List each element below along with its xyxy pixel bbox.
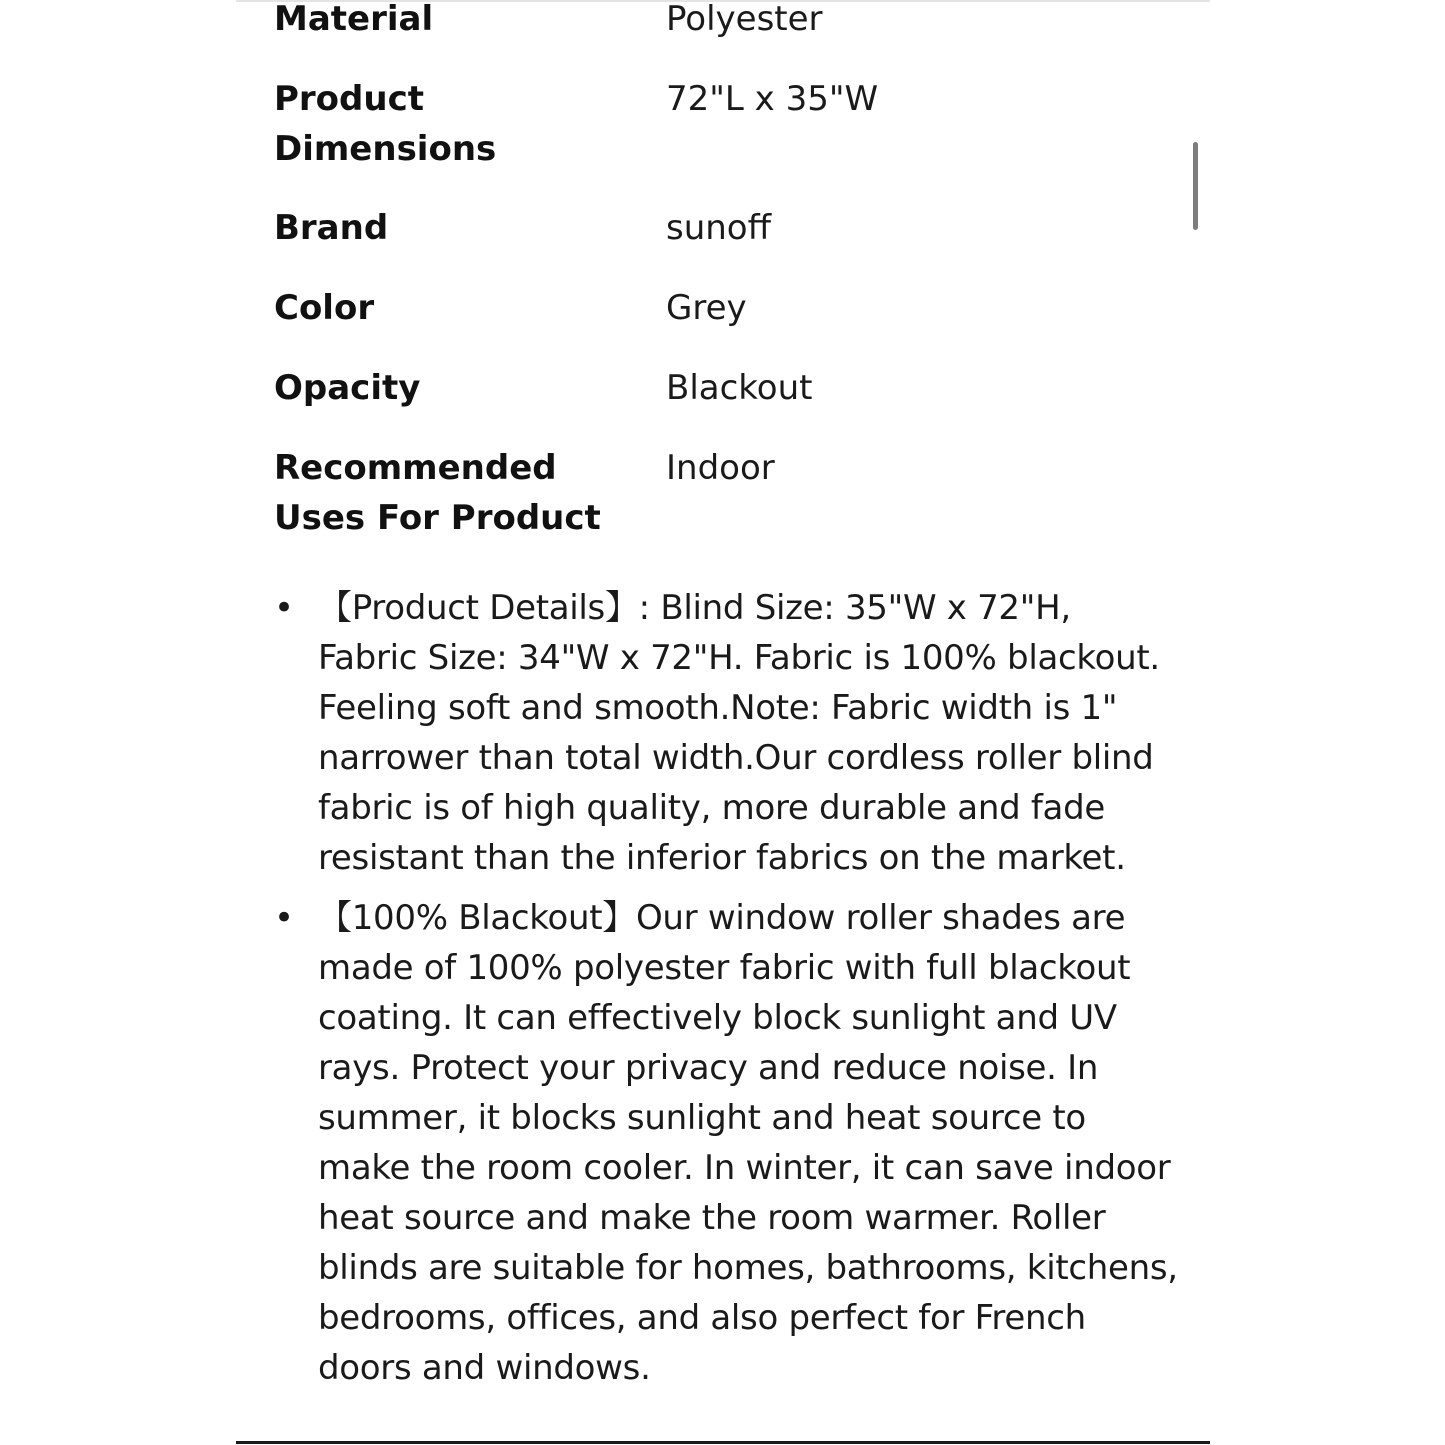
- spec-value: Indoor: [666, 448, 775, 488]
- spec-label: Opacity: [274, 368, 421, 408]
- spec-value: Polyester: [666, 0, 823, 39]
- spec-label: Material: [274, 0, 434, 39]
- bullet-text: 【100% Blackout】Our window roller shades are made of 100% polyester fabric with full blackout coating. It can effectively block sunlight and UV rays. Protect your privacy and reduce noise. In summer, it blocks sunlight and heat source to make the room cooler. In winter, it can save indoor heat source and make the room warmer. Roller blinds are suitable for homes, bathrooms, kitchens, bedrooms, offices, and also perfect for French doors and windows.: [318, 898, 1178, 1388]
- feature-bullet-list: [236, 583, 1210, 1403]
- feature-bullet-blackout: [236, 893, 1178, 1393]
- spec-label: Color: [274, 288, 375, 328]
- feature-bullet-product-details: [236, 583, 1178, 883]
- spec-value: sunoff: [666, 208, 772, 248]
- spec-value: 72"L x 35"W: [666, 79, 879, 119]
- product-details-panel: [236, 0, 1210, 1445]
- spec-value: Grey: [666, 288, 747, 328]
- bullet-icon: •: [274, 588, 294, 628]
- spec-value: Blackout: [666, 368, 813, 408]
- spec-label: Recommended Uses For Product: [274, 448, 601, 538]
- spec-label: Brand: [274, 208, 389, 248]
- spec-label: Product Dimensions: [274, 79, 497, 169]
- bullet-icon: •: [274, 898, 294, 938]
- bottom-divider: [236, 1441, 1210, 1444]
- bullet-text: 【Product Details】: Blind Size: 35"W x 72"H, Fabric Size: 34"W x 72"H. Fabric is 100% blackout. Feeling soft and smooth.Note: Fabric width is 1" narrower than total width.Our cordless roller blind fabric is of high quality, more durable and fade resistant than the inferior fabrics on the market.: [318, 588, 1160, 878]
- scrollbar-thumb[interactable]: [1193, 142, 1198, 230]
